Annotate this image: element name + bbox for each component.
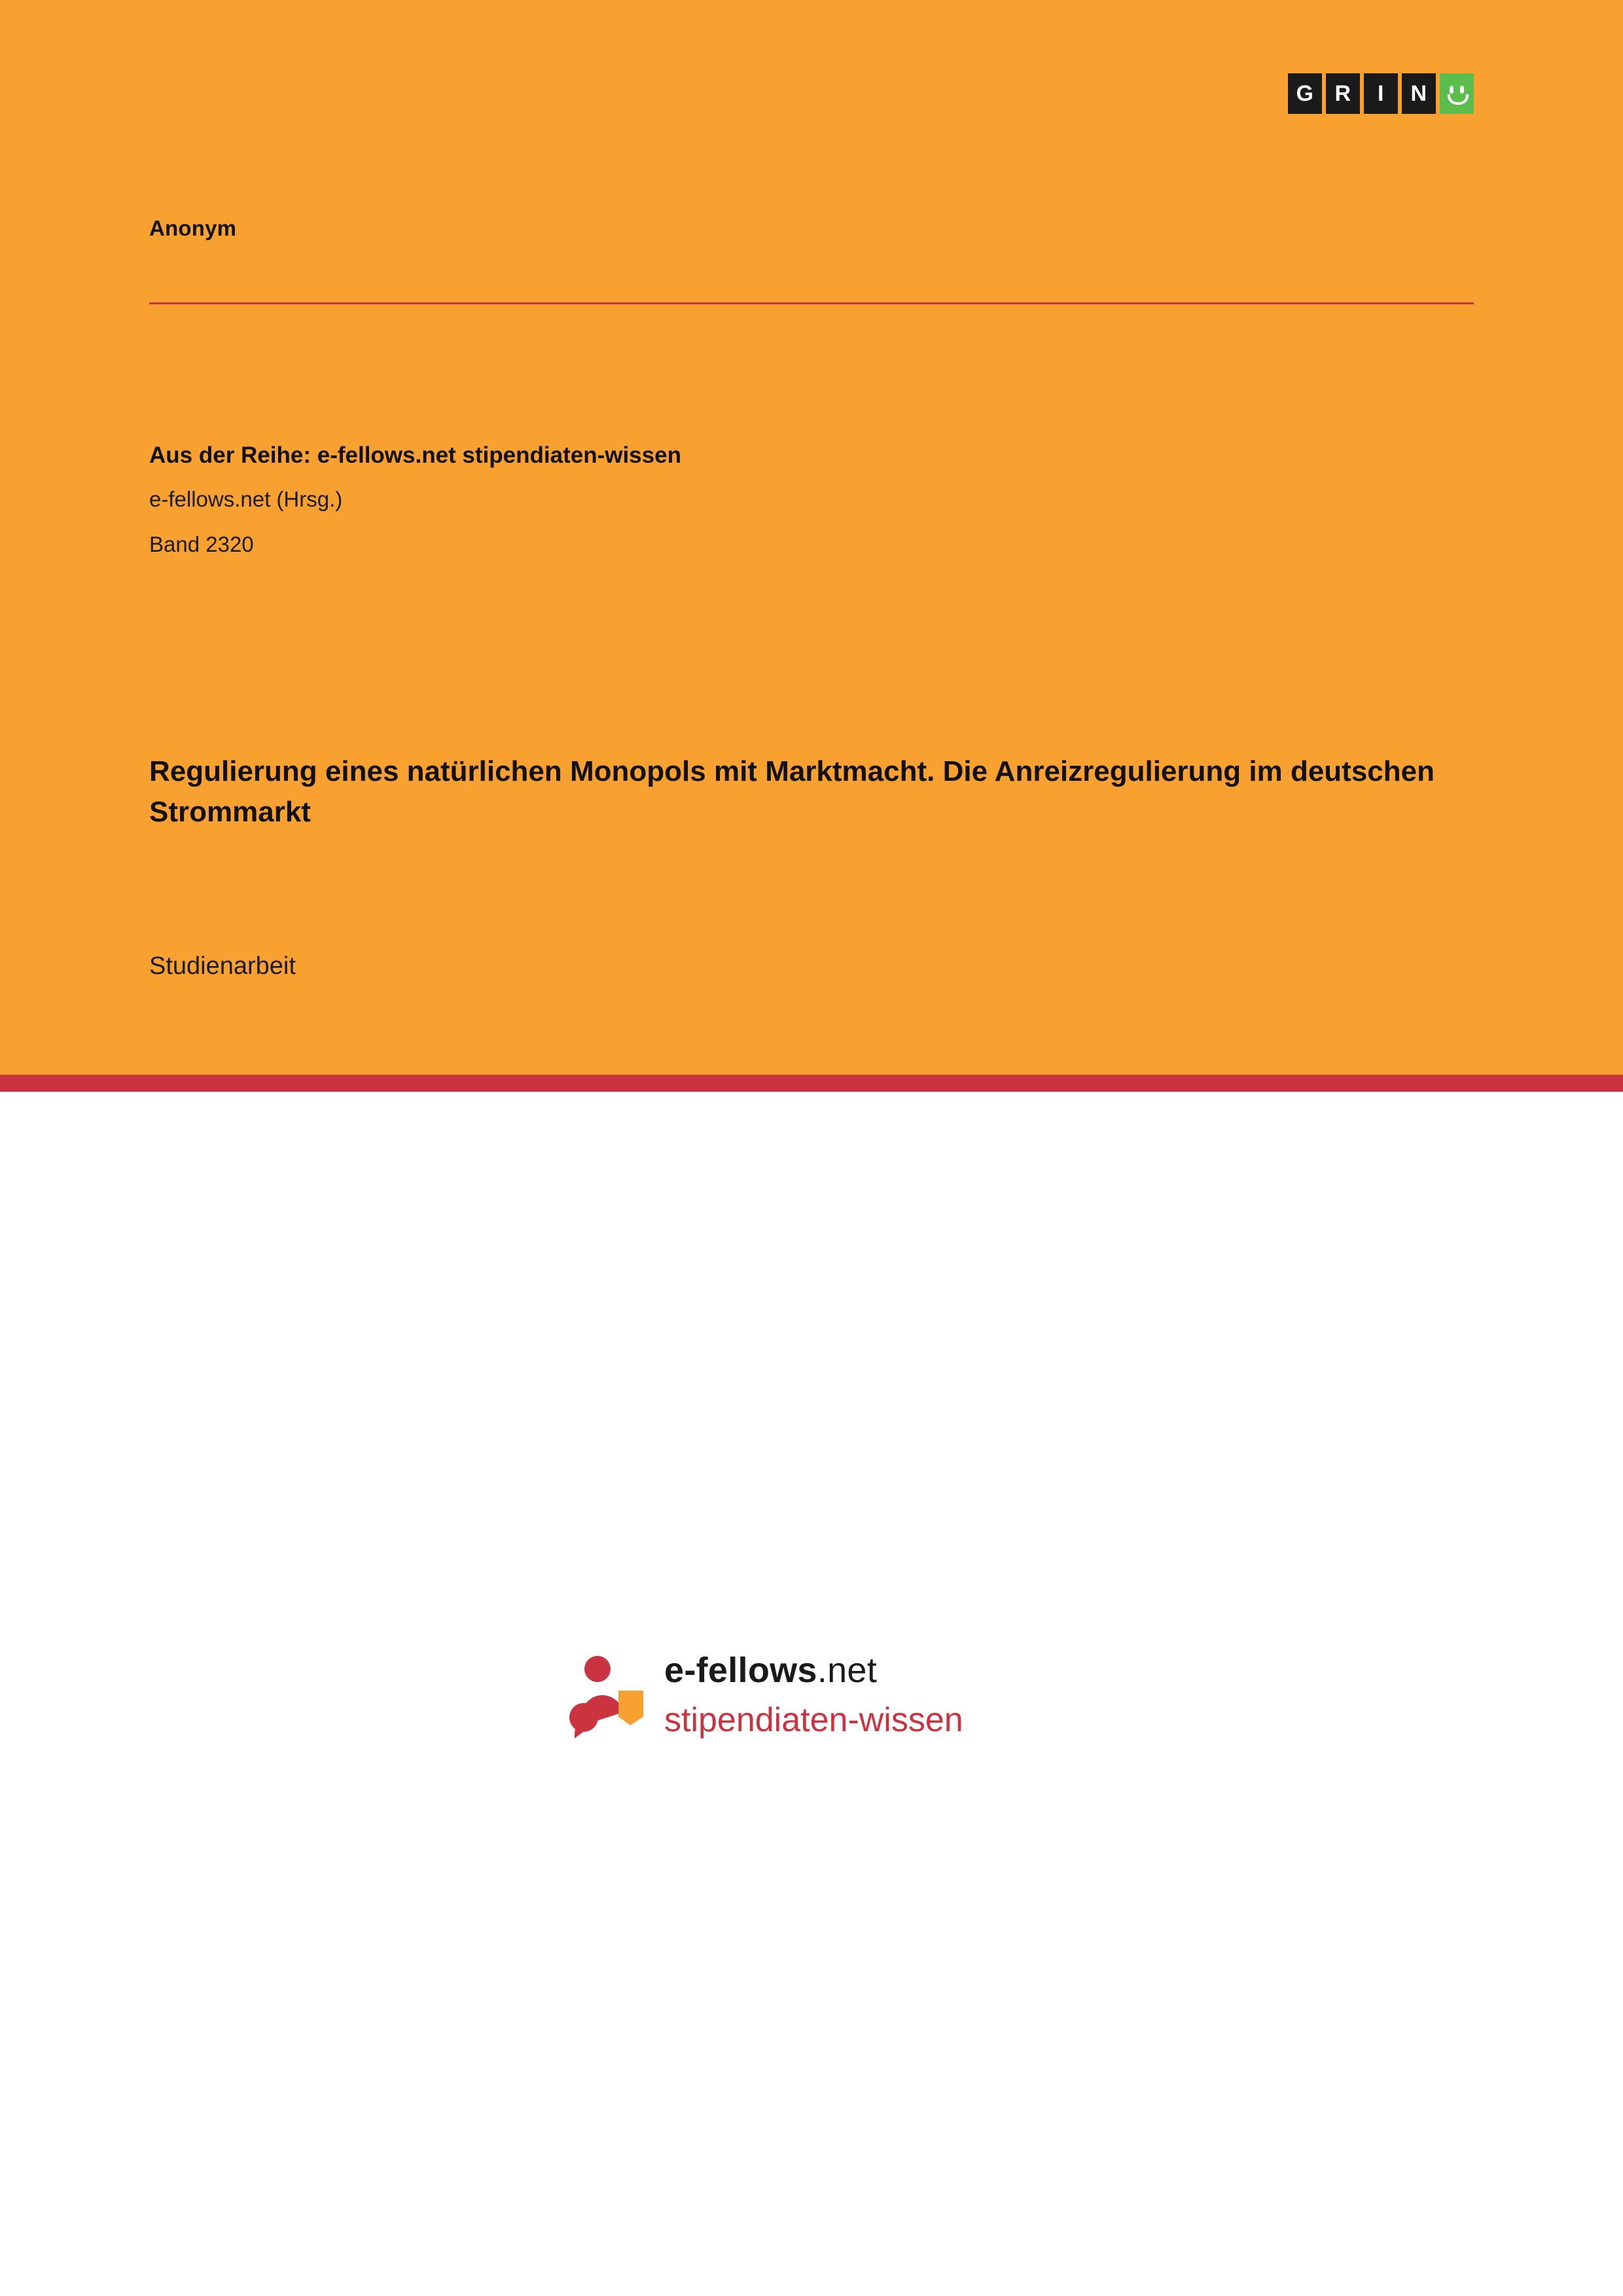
grin-letter-i: I — [1364, 73, 1398, 114]
cover-bottom-rule — [0, 1075, 1623, 1092]
grin-letter-n: N — [1402, 73, 1436, 114]
series-label: Aus der Reihe: e-fellows.net stipendiaten-wissen — [149, 442, 681, 468]
publisher-tagline: stipendiaten-wissen — [664, 1700, 963, 1739]
author-name: Anonym — [149, 216, 237, 240]
page-title: Regulierung eines natürlichen Monopols mit Marktmacht. Die Anreizregulierung im deutschen Strommarkt — [149, 755, 1435, 829]
publisher-name-bold: e-fellows — [664, 1651, 817, 1690]
e-fellows-people-icon — [553, 1655, 648, 1740]
publisher-text — [664, 1649, 963, 1740]
publisher-name — [664, 1649, 963, 1692]
series-editor: e-fellows.net (Hrsg.) — [149, 487, 343, 512]
author-divider — [149, 302, 1474, 304]
grin-letter-r: R — [1326, 73, 1360, 114]
publisher-name-suffix: .net — [817, 1651, 878, 1690]
publisher-logo — [553, 1649, 1142, 1806]
document-type: Studienarbeit — [149, 952, 296, 980]
grin-letter-g: G — [1288, 73, 1322, 114]
grin-logo — [1288, 73, 1474, 114]
series-volume: Band 2320 — [149, 531, 254, 556]
series-block — [149, 440, 1458, 559]
smiley-icon — [1440, 73, 1474, 114]
